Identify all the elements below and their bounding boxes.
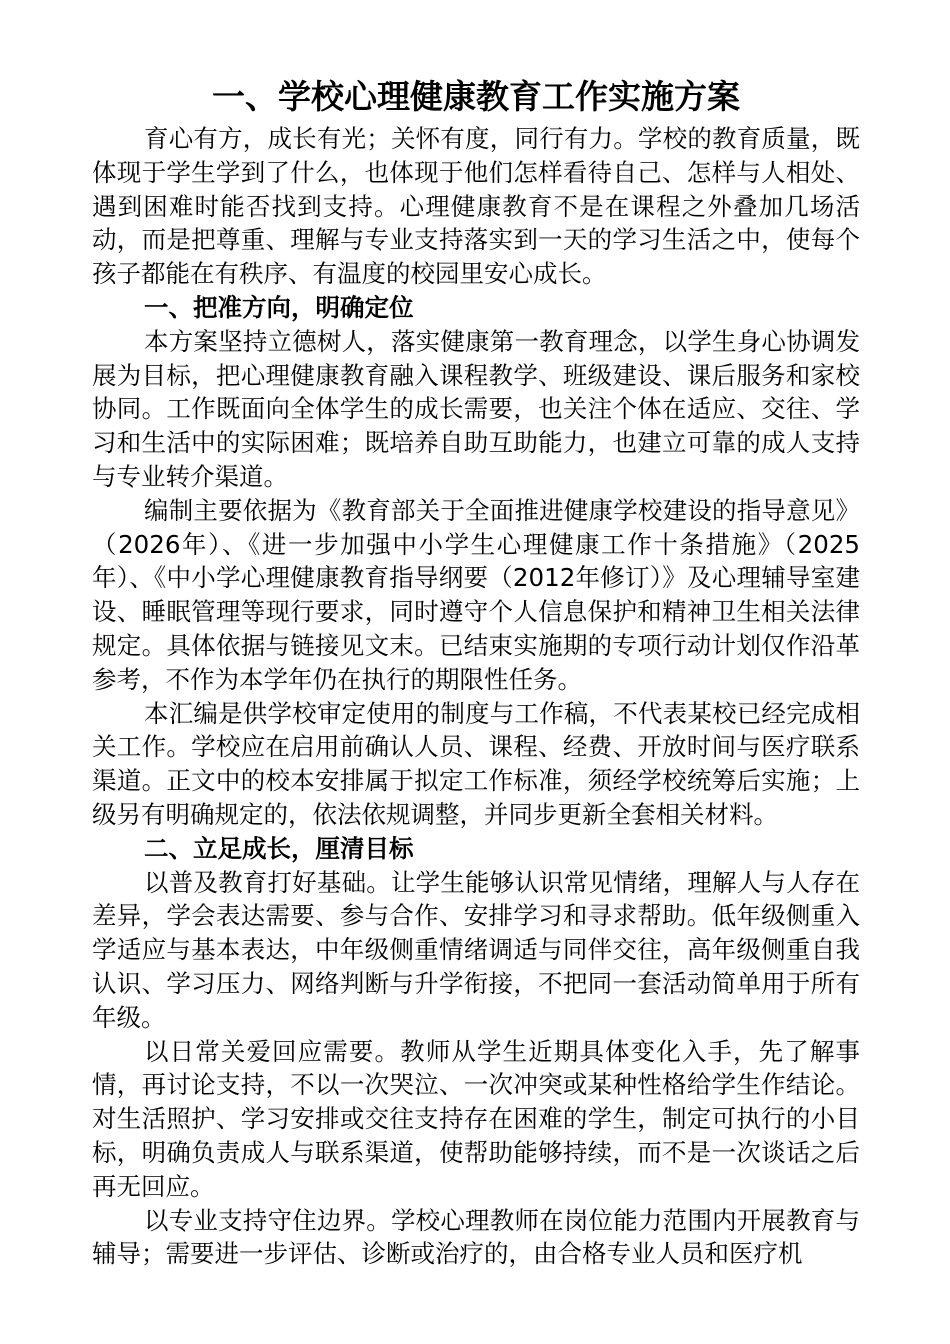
body-paragraph: 以专业支持守住边界。学校心理教师在岗位能力范围内开展教育与辅导；需要进一步评估、诊断或治疗的，由合格专业人员和医疗机 [92, 1205, 860, 1269]
document-page [92, 72, 860, 1271]
intro-paragraph: 育心有方，成长有光；关怀有度，同行有力。学校的教育质量，既体现于学生学到了什么，也体现于他们怎样看待自己、怎样与人相处、遇到困难时能否找到支持。心理健康教育不是在课程之外叠加几场活动，而是把尊重、理解与专业支持落实到一天的学习生活之中，使每个孩子都能在有秩序、有温度的校园里安心成长。 [92, 124, 860, 289]
section-heading-direction: 一、把准方向，明确定位 [144, 292, 414, 322]
body-paragraph: 以日常关爱回应需要。教师从学生近期具体变化入手，先了解事情，再讨论支持，不以一次哭泣、一次冲突或某种性格给学生作结论。对生活照护、学习安排或交往支持存在困难的学生，制定可执行的小目标，明确负责成人与联系渠道，使帮助能够持续，而不是一次谈话之后再无回应。 [92, 1036, 860, 1201]
body-paragraph: 编制主要依据为《教育部关于全面推进健康学校建设的指导意见》（2026年）、《进一步加强中小学生心理健康工作十条措施》（2025年）、《中小学心理健康教育指导纲要（2012年修订）》及心理辅导室建设、睡眠管理等现行要求，同时遵守个人信息保护和精神卫生相关法律规定。具体依据与链接见文末。已结束实施期的专项行动计划仅作沿革参考，不作为本学年仍在执行的期限性任务。 [92, 495, 860, 694]
document-title: 一、学校心理健康教育工作实施方案 [212, 77, 740, 116]
section-heading-goals: 二、立足成长，厘清目标 [144, 833, 414, 863]
body-paragraph: 本汇编是供学校审定使用的制度与工作稿，不代表某校已经完成相关工作。学校应在启用前确认人员、课程、经费、开放时间与医疗联系渠道。正文中的校本安排属于拟定工作标准，须经学校统筹后实施；上级另有明确规定的，依法依规调整，并同步更新全套相关材料。 [92, 698, 860, 829]
body-paragraph: 本方案坚持立德树人，落实健康第一教育理念，以学生身心协调发展为目标，把心理健康教育融入课程教学、班级建设、课后服务和家校协同。工作既面向全体学生的成长需要，也关注个体在适应、交往、学习和生活中的实际困难；既培养自助互助能力，也建立可靠的成人支持与专业转介渠道。 [92, 326, 860, 491]
body-paragraph: 以普及教育打好基础。让学生能够认识常见情绪，理解人与人存在差异，学会表达需要、参与合作、安排学习和寻求帮助。低年级侧重入学适应与基本表达，中年级侧重情绪调适与同伴交往，高年级侧重自我认识、学习压力、网络判断与升学衔接，不把同一套活动简单用于所有年级。 [92, 867, 860, 1032]
